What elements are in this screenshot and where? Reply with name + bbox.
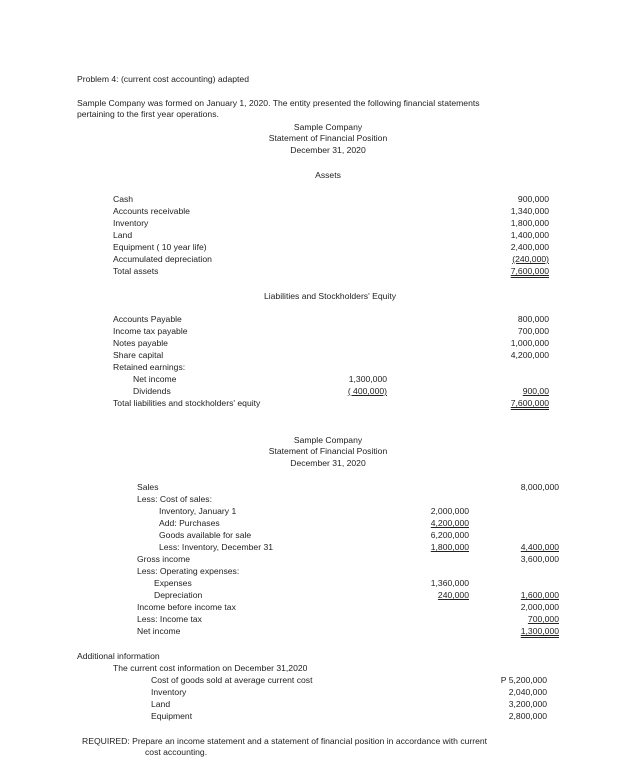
- cos-item-label: Less: Inventory, December 31: [159, 542, 274, 552]
- re-item-amount: ( 400,000): [347, 386, 387, 396]
- sfp-statement-title: Statement of Financial Position: [268, 133, 388, 143]
- current-cost-label: Inventory: [151, 687, 187, 697]
- asset-label: Cash: [113, 194, 134, 204]
- total-assets-amount: 7,600,000: [510, 266, 549, 276]
- required-line-2: cost accounting.: [145, 747, 208, 757]
- asset-label: Accounts receivable: [113, 206, 190, 216]
- net-income-label: Net income: [137, 626, 181, 636]
- total-liabilities-equity-label: Total liabilities and stockholders' equity: [113, 398, 261, 408]
- retained-earnings-label: Retained earnings:: [113, 362, 186, 372]
- cos-total-amount: 4,400,000: [520, 542, 559, 552]
- liability-amount: 800,000: [517, 314, 549, 324]
- current-cost-amount: P 5,200,000: [500, 675, 547, 685]
- re-item-amount: 1,300,000: [348, 374, 387, 384]
- liability-label: Income tax payable: [113, 326, 188, 336]
- gross-income-label: Gross income: [137, 554, 191, 564]
- re-total-amount: 900,00: [522, 386, 549, 396]
- asset-amount: 1,800,000: [510, 218, 549, 228]
- opex-total-amount: 1,600,000: [520, 590, 559, 600]
- gross-income-amount: 3,600,000: [520, 554, 559, 564]
- cos-item-amount: 4,200,000: [430, 518, 469, 528]
- opex-item-label: Depreciation: [154, 590, 203, 600]
- liability-label: Accounts Payable: [113, 314, 182, 324]
- additional-info-intro: The current cost information on December 31,2020: [113, 663, 308, 673]
- current-cost-label: Cost of goods sold at average current cost: [151, 675, 313, 685]
- current-cost-amount: 2,800,000: [508, 711, 547, 721]
- current-cost-label: Equipment: [151, 711, 193, 721]
- liability-amount: 1,000,000: [510, 338, 549, 348]
- asset-label: Inventory: [113, 218, 149, 228]
- liability-label: Notes payable: [113, 338, 168, 348]
- assets-heading: Assets: [315, 170, 341, 180]
- total-liabilities-equity-amount: 7,600,000: [510, 398, 549, 408]
- sales-amount: 8,000,000: [520, 482, 559, 492]
- cos-item-amount: 1,800,000: [430, 542, 469, 552]
- income-before-tax-label: Income before income tax: [137, 602, 236, 612]
- liabilities-equity-heading: Liabilities and Stockholders' Equity: [263, 291, 397, 301]
- is-statement-title: Statement of Financial Position: [268, 446, 388, 456]
- is-company-name: Sample Company: [293, 435, 363, 445]
- asset-amount: 900,000: [517, 194, 549, 204]
- required-line-1: REQUIRED: Prepare an income statement and a statement of financial position in accordance with current: [82, 736, 488, 746]
- re-item-label: Dividends: [133, 386, 171, 396]
- re-item-label: Net income: [133, 374, 177, 384]
- income-tax-amount: 700,000: [527, 614, 559, 624]
- asset-amount: 1,400,000: [510, 230, 549, 240]
- liability-amount: 700,000: [517, 326, 549, 336]
- sales-label: Sales: [137, 482, 159, 492]
- net-income-amount: 1,300,000: [520, 626, 559, 636]
- cos-item-label: Inventory, January 1: [159, 506, 237, 516]
- cos-item-label: Goods available for sale: [159, 530, 252, 540]
- income-tax-label: Less: Income tax: [137, 614, 202, 624]
- opex-item-amount: 240,000: [437, 590, 469, 600]
- total-assets-label: Total assets: [113, 266, 159, 276]
- liability-label: Share capital: [113, 350, 164, 360]
- sfp-company-name: Sample Company: [293, 122, 363, 132]
- asset-label: Equipment ( 10 year life): [113, 242, 207, 252]
- opex-item-label: Expenses: [154, 578, 192, 588]
- asset-label: Accumulated depreciation: [113, 254, 212, 264]
- intro-line-1: Sample Company was formed on January 1, 2020. The entity presented the following financial statements: [77, 98, 480, 108]
- sfp-date: December 31, 2020: [290, 145, 366, 155]
- problem-title: Problem 4: (current cost accounting) adapted: [77, 74, 249, 84]
- current-cost-label: Land: [151, 699, 171, 709]
- opex-item-amount: 1,360,000: [430, 578, 469, 588]
- asset-amount: 2,400,000: [510, 242, 549, 252]
- current-cost-amount: 2,040,000: [508, 687, 547, 697]
- asset-amount: 1,340,000: [510, 206, 549, 216]
- additional-info-heading: Additional information: [77, 651, 160, 661]
- is-date: December 31, 2020: [290, 458, 366, 468]
- cost-of-sales-label: Less: Cost of sales:: [137, 494, 212, 504]
- cos-item-label: Add: Purchases: [159, 518, 220, 528]
- asset-label: Land: [113, 230, 133, 240]
- opex-label: Less: Operating expenses:: [137, 566, 240, 576]
- asset-amount: (240,000): [512, 254, 549, 264]
- intro-line-2: pertaining to the first year operations.: [77, 109, 219, 119]
- income-before-tax-amount: 2,000,000: [520, 602, 559, 612]
- current-cost-amount: 3,200,000: [508, 699, 547, 709]
- cos-item-amount: 6,200,000: [430, 530, 469, 540]
- cos-item-amount: 2,000,000: [430, 506, 469, 516]
- liability-amount: 4,200,000: [510, 350, 549, 360]
